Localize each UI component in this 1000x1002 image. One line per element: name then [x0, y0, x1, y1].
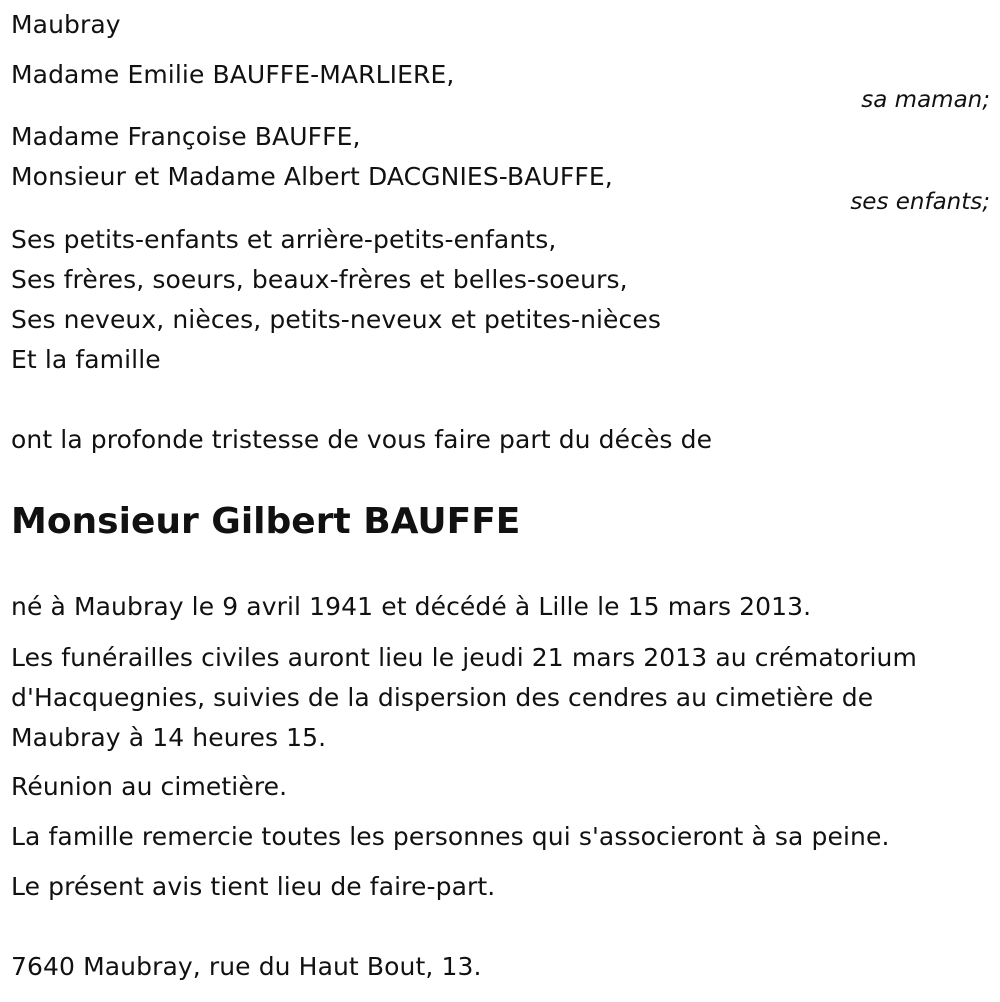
funeral-line: d'Hacquegnies, suivies de la dispersion des cendres au cimetière de	[11, 683, 874, 712]
meeting-text: Réunion au cimetière.	[11, 772, 288, 801]
mother-name: Madame Emilie BAUFFE-MARLIERE,	[11, 60, 455, 89]
children-role: ses enfants;	[850, 189, 990, 215]
thanks-text: La famille remercie toutes les personnes qui s'associeront à sa peine.	[11, 822, 890, 851]
relatives-line: Et la famille	[11, 345, 161, 374]
relatives-line: Ses petits-enfants et arrière-petits-enfants,	[11, 225, 557, 254]
deceased-name: Monsieur Gilbert BAUFFE	[11, 501, 521, 542]
child-name: Monsieur et Madame Albert DACGNIES-BAUFFE,	[11, 162, 613, 191]
funeral-line: Les funérailles civiles auront lieu le jeudi 21 mars 2013 au crématorium	[11, 643, 917, 672]
announcement-text: ont la profonde tristesse de vous faire part du décès de	[11, 425, 713, 454]
funeral-line: Maubray à 14 heures 15.	[11, 723, 327, 752]
relatives-line: Ses frères, soeurs, beaux-frères et belles-soeurs,	[11, 265, 628, 294]
address-text: 7640 Maubray, rue du Haut Bout, 13.	[11, 952, 482, 981]
notice-note: Le présent avis tient lieu de faire-part.	[11, 872, 496, 901]
birth-death-text: né à Maubray le 9 avril 1941 et décédé à Lille le 15 mars 2013.	[11, 592, 812, 621]
mother-role: sa maman;	[861, 87, 990, 113]
relatives-line: Ses neveux, nièces, petits-neveux et petites-nièces	[11, 305, 661, 334]
child-name: Madame Françoise BAUFFE,	[11, 122, 361, 151]
place-heading: Maubray	[11, 10, 121, 39]
